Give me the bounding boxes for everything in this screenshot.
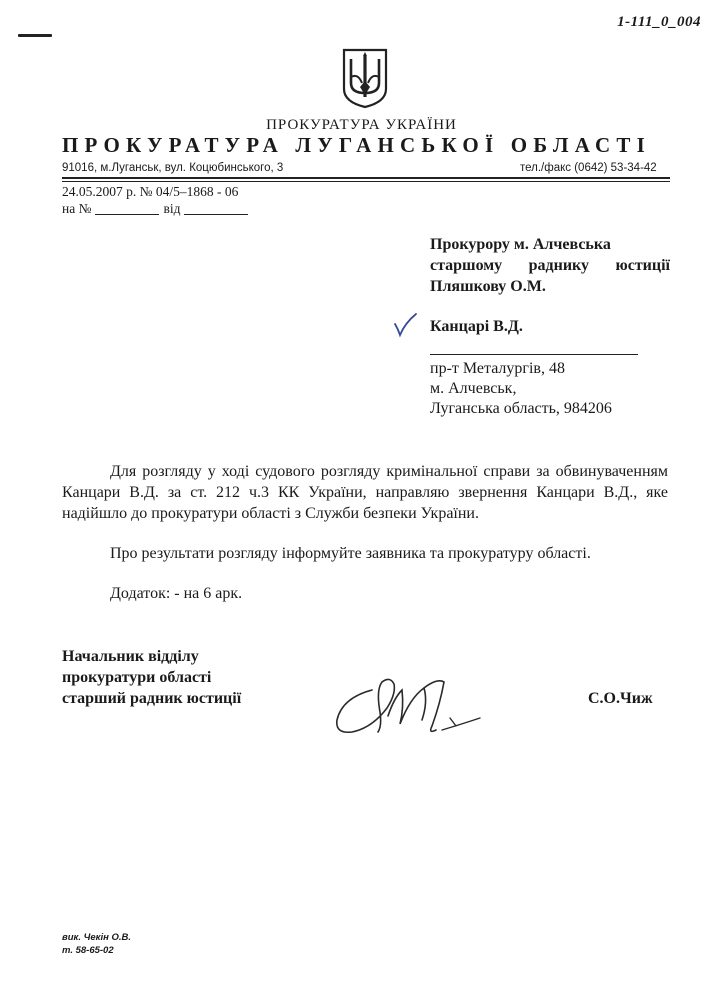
org-line-ukraine: ПРОКУРАТУРА УКРАЇНИ [266, 117, 457, 133]
document-id: 1-111_0_004 [617, 14, 701, 30]
recipient-line-1: Прокурору м. Алчевська [430, 236, 611, 253]
signatory-title-1: Начальник відділу [62, 648, 199, 665]
incoming-date-blank [184, 202, 248, 215]
handwritten-check-mark-icon [392, 312, 418, 338]
incoming-number-label: на № [62, 201, 92, 216]
incoming-number-blank [95, 202, 159, 215]
body-paragraph-2: Про результати розгляду інформуйте заявника та прокуратуру області. [110, 545, 591, 562]
recipient-street: пр-т Металургів, 48 [430, 360, 565, 377]
recipient-city: м. Алчевськ, [430, 380, 517, 397]
header-rule-thick [62, 177, 670, 179]
recipient-line-3: Пляшкову О.М. [430, 278, 546, 295]
signatory-title-2: прокуратури області [62, 669, 212, 686]
trident-emblem-icon [341, 47, 389, 109]
signatory-name: С.О.Чиж [588, 690, 653, 707]
recipient-line-4: Канцарі В.Д. [430, 318, 523, 335]
outgoing-reference: 24.05.2007 р. № 04/5–1868 - 06 [62, 184, 239, 199]
executor-name: вик. Чекін О.В. [62, 932, 132, 943]
recipient-region: Луганська область, 984206 [430, 400, 612, 417]
attachment-note: Додаток: - на 6 арк. [110, 585, 243, 602]
org-address: 91016, м.Луганськ, вул. Коцюбинського, 3 [62, 162, 284, 174]
corner-dash-mark [18, 34, 52, 37]
signatory-title-3: старший радник юстиції [62, 690, 242, 707]
recipient-address-rule [430, 354, 638, 355]
executor-phone: т. 58-65-02 [62, 945, 114, 956]
handwritten-signature [332, 668, 482, 746]
incoming-reference [62, 201, 252, 217]
org-phone: тел./факс (0642) 53-34-42 [520, 162, 657, 174]
recipient-line-2: старшому раднику юстиції [430, 257, 670, 274]
body-paragraph-1: Для розгляду у ході судового розгляду кримінальної справи за обвинуваченням Канцари В.Д. за ст. 212 ч.3 КК України, направляю звернення Канцари В.Д., яке надійшло до прокуратури області з Служби безпеки України. [62, 463, 668, 522]
org-line-regional: ПРОКУРАТУРА ЛУГАНСЬКОЇ ОБЛАСТІ [62, 133, 651, 157]
incoming-date-label: від [163, 201, 181, 216]
header-rule-thin [62, 181, 670, 182]
